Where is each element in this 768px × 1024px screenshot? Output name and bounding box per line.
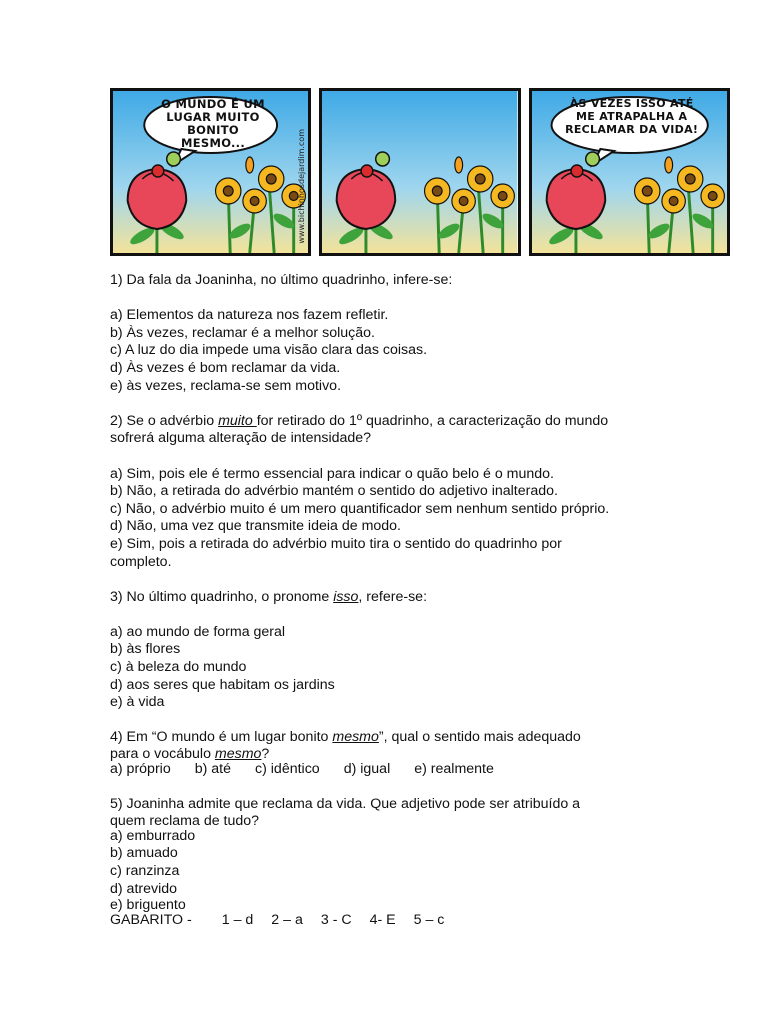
q2-option-a: a) Sim, pois ele é termo essencial para indicar o quão belo é o mundo.: [110, 465, 555, 482]
q5-option-a: a) emburrado: [110, 827, 196, 844]
q4-line2-suffix: ?: [261, 746, 270, 763]
answer-2: 2 – a: [271, 912, 303, 929]
q2-highlight-word: muito: [218, 412, 257, 429]
answer-4: 4- E: [369, 912, 396, 929]
answer-key: [110, 912, 670, 930]
q2-option-b: b) Não, a retirada do advérbio mantém o sentido do adjetivo inalterado.: [110, 483, 558, 500]
comic-strip: [110, 88, 730, 256]
answer-1: 1 – d: [221, 912, 254, 929]
q4-option-c: c) idêntico: [255, 761, 320, 778]
comic-panel-3: [529, 88, 730, 256]
q2-option-d: d) Não, uma vez que transmite ideia de modo.: [110, 518, 401, 535]
q5-option-c: c) ranzinza: [110, 863, 180, 879]
q2-option-c: c) Não, o advérbio muito é um mero quantificador sem nenhum sentido próprio.: [110, 500, 610, 517]
answer-3: 3 - C: [320, 912, 352, 929]
q4-prefix: 4) Em “O mundo é um lugar bonito: [110, 729, 333, 746]
q3-option-a: a) ao mundo de forma geral: [110, 623, 286, 640]
question-5-line-2: quem reclama de tudo?: [110, 812, 260, 829]
q1-option-a: a) Elementos da natureza nos fazem refletir.: [110, 307, 389, 324]
exercise-text: [110, 272, 670, 930]
question-2-line-2: sofrerá alguma alteração de intensidade?: [110, 430, 372, 447]
q2-prefix: 2) Se o advérbio: [110, 412, 219, 429]
q5-option-d: d) atrevido: [110, 880, 178, 897]
comic-credit: www.bichinhosdejardim.com: [297, 129, 307, 244]
question-4: [110, 729, 670, 747]
q2-suffix: for retirado do 1º quadrinho, a caracterização do mundo: [256, 412, 609, 429]
q3-suffix: , refere-se:: [358, 588, 428, 605]
q4-highlight-word: mesmo: [332, 729, 379, 746]
q4-options: [110, 761, 670, 779]
panel-2-illustration: [322, 91, 517, 253]
q1-option-c: c) A luz do dia impede uma visão clara das coisas.: [110, 342, 428, 359]
question-3: [110, 589, 670, 607]
q2-option-e: e) Sim, pois a retirada do advérbio muito tira o sentido do quadrinho por: [110, 535, 562, 552]
q3-prefix: 3) No último quadrinho, o pronome: [110, 588, 334, 605]
q3-highlight-word: isso: [333, 588, 359, 605]
q4-option-d: d) igual: [343, 761, 391, 778]
speech-bubble-panel-1: O MUNDO É UM LUGAR MUITO BONITO MESMO...: [161, 97, 265, 150]
q4-option-e: e) realmente: [414, 761, 494, 778]
q4-suffix: ”, qual o sentido mais adequado: [378, 729, 581, 746]
speech-bubble-panel-3: ÀS VEZES ISSO ATÉ ME ATRAPALHA A RECLAMAR DA VIDA!: [565, 97, 699, 136]
comic-panel-1: [110, 88, 311, 256]
q1-option-b: b) Às vezes, reclamar é a melhor solução.: [110, 324, 375, 341]
answer-5: 5 – c: [413, 912, 445, 929]
q1-option-d: d) Às vezes é bom reclamar da vida.: [110, 359, 341, 376]
question-4-line-2: [110, 747, 670, 761]
q4-option-a: a) próprio: [110, 761, 171, 778]
answer-key-label: GABARITO -: [110, 912, 192, 929]
q2-option-e-cont: completo.: [110, 553, 172, 570]
q4-option-b: b) até: [194, 761, 232, 778]
q5-option-e: e) briguento: [110, 897, 186, 914]
q3-option-e: e) à vida: [110, 694, 165, 711]
q3-option-d: d) aos seres que habitam os jardins: [110, 676, 335, 693]
q3-option-b: b) às flores: [110, 641, 181, 658]
question-1: 1) Da fala da Joaninha, no último quadrinho, infere-se:: [110, 272, 453, 288]
question-5: 5) Joaninha admite que reclama da vida. Que adjetivo pode ser atribuído a: [110, 796, 581, 813]
q4-line2-highlight-word: mesmo: [214, 746, 262, 763]
question-2: [110, 413, 670, 431]
q4-line2-prefix: para o vocábulo: [110, 746, 215, 763]
q3-option-c: c) à beleza do mundo: [110, 659, 247, 676]
comic-panel-2: [319, 88, 520, 256]
q1-option-e: e) às vezes, reclama-se sem motivo.: [110, 377, 342, 394]
q5-option-b: b) amuado: [110, 845, 178, 862]
